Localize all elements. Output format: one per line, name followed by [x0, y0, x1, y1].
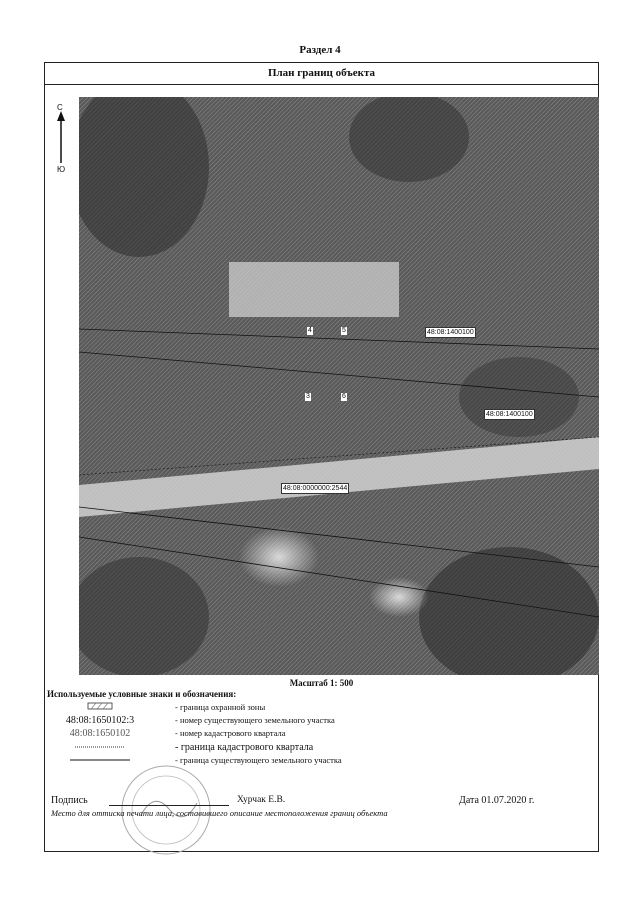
- signature-date: Дата 01.07.2020 г.: [459, 795, 535, 806]
- legend-item-text: - граница существующего земельного участка: [175, 755, 342, 765]
- cadastral-quarter-label: 48:08:1400100: [427, 329, 474, 336]
- plan-title: План границ объекта: [45, 63, 598, 85]
- satellite-map: [79, 97, 599, 675]
- signer-name: Хурчак Е.В.: [237, 795, 286, 805]
- boundary-point-label: 4: [308, 327, 312, 334]
- stamp-place-note: Место для оттиска печати лица, составившего описание местоположения границ объекта: [51, 808, 388, 818]
- signature-line: [109, 805, 229, 806]
- parcel-number-label: 48:08:0000000:2544: [283, 485, 348, 492]
- hatched-rectangle-icon: [65, 702, 135, 713]
- map-image: [79, 97, 599, 675]
- compass-north-label: С: [57, 103, 63, 112]
- legend-title: Используемые условные знаки и обозначения:: [47, 689, 237, 699]
- cadastral-quarter-label: 48:08:1400100: [486, 411, 533, 418]
- dashed-line-icon: [65, 742, 135, 752]
- legend-item-text: - граница охранной зоны: [175, 702, 266, 712]
- legend-item-symbol: 48:08:1650102:3: [65, 715, 135, 726]
- document-frame: [44, 62, 599, 852]
- boundary-point-label: 5: [342, 327, 346, 334]
- section-title: Раздел 4: [299, 44, 341, 56]
- signature-label: Подпись: [51, 795, 88, 806]
- compass-south-label: Ю: [57, 165, 66, 174]
- legend-item-text: - номер существующего земельного участка: [175, 715, 335, 725]
- boundary-point-label: 6: [342, 393, 346, 400]
- compass: [51, 103, 71, 183]
- legend-item-text: - номер кадастрового квартала: [175, 728, 286, 738]
- boundary-point-label: 3: [306, 393, 310, 400]
- legend-item-symbol: 48:08:1650102: [69, 728, 131, 739]
- legend-item-text: - граница кадастрового квартала: [175, 742, 314, 753]
- map-scale: Масштаб 1: 500: [289, 678, 354, 688]
